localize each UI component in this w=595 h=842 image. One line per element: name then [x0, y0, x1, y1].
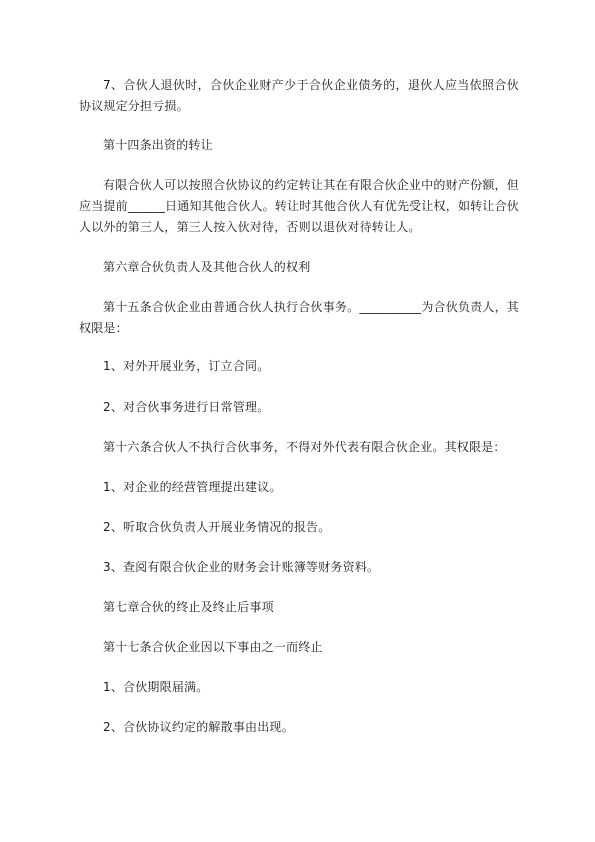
list-item-daily-management: 2、对合伙事务进行日常管理。	[103, 400, 270, 414]
paragraph-article-15: 第十五条合伙企业由普通合伙人执行合伙事务。__________为合伙负责人，其权限是：	[79, 300, 519, 335]
heading-article-17: 第十七条合伙企业因以下事由之一而终止	[103, 640, 323, 654]
list-item-external-business: 1、对外开展业务，订立合同。	[103, 359, 270, 373]
list-item-term-expired: 1、合伙期限届满。	[103, 680, 209, 694]
list-item-reports: 2、听取合伙负责人开展业务情况的报告。	[103, 520, 331, 534]
heading-chapter-7: 第七章合伙的终止及终止后事项	[103, 600, 274, 614]
list-item-suggestions: 1、对企业的经营管理提出建议。	[103, 480, 282, 494]
heading-article-14: 第十四条出资的转让	[103, 138, 213, 152]
heading-chapter-6: 第六章合伙负责人及其他合伙人的权利	[103, 260, 311, 274]
list-item-accounting-records: 3、查阅有限合伙企业的财务会计账簿等财务资料。	[103, 560, 380, 574]
paragraph-transfer-rules: 有限合伙人可以按照合伙协议的约定转让其在有限合伙企业中的财产份额，但应当提前______日通知其他合伙人。转让时其他合伙人有优先受让权，如转让合伙人以外的第三人，第三人按入伙对待，否则以退伙对待转让人。	[79, 178, 519, 234]
paragraph-withdrawal-loss: 7、合伙人退伙时，合伙企业财产少于合伙企业债务的，退伙人应当依照合伙协议规定分担亏损。	[79, 78, 519, 113]
list-item-dissolution-cause: 2、合伙协议约定的解散事由出现。	[103, 720, 294, 734]
paragraph-article-16: 第十六条合伙人不执行合伙事务，不得对外代表有限合伙企业。其权限是：	[103, 440, 506, 454]
